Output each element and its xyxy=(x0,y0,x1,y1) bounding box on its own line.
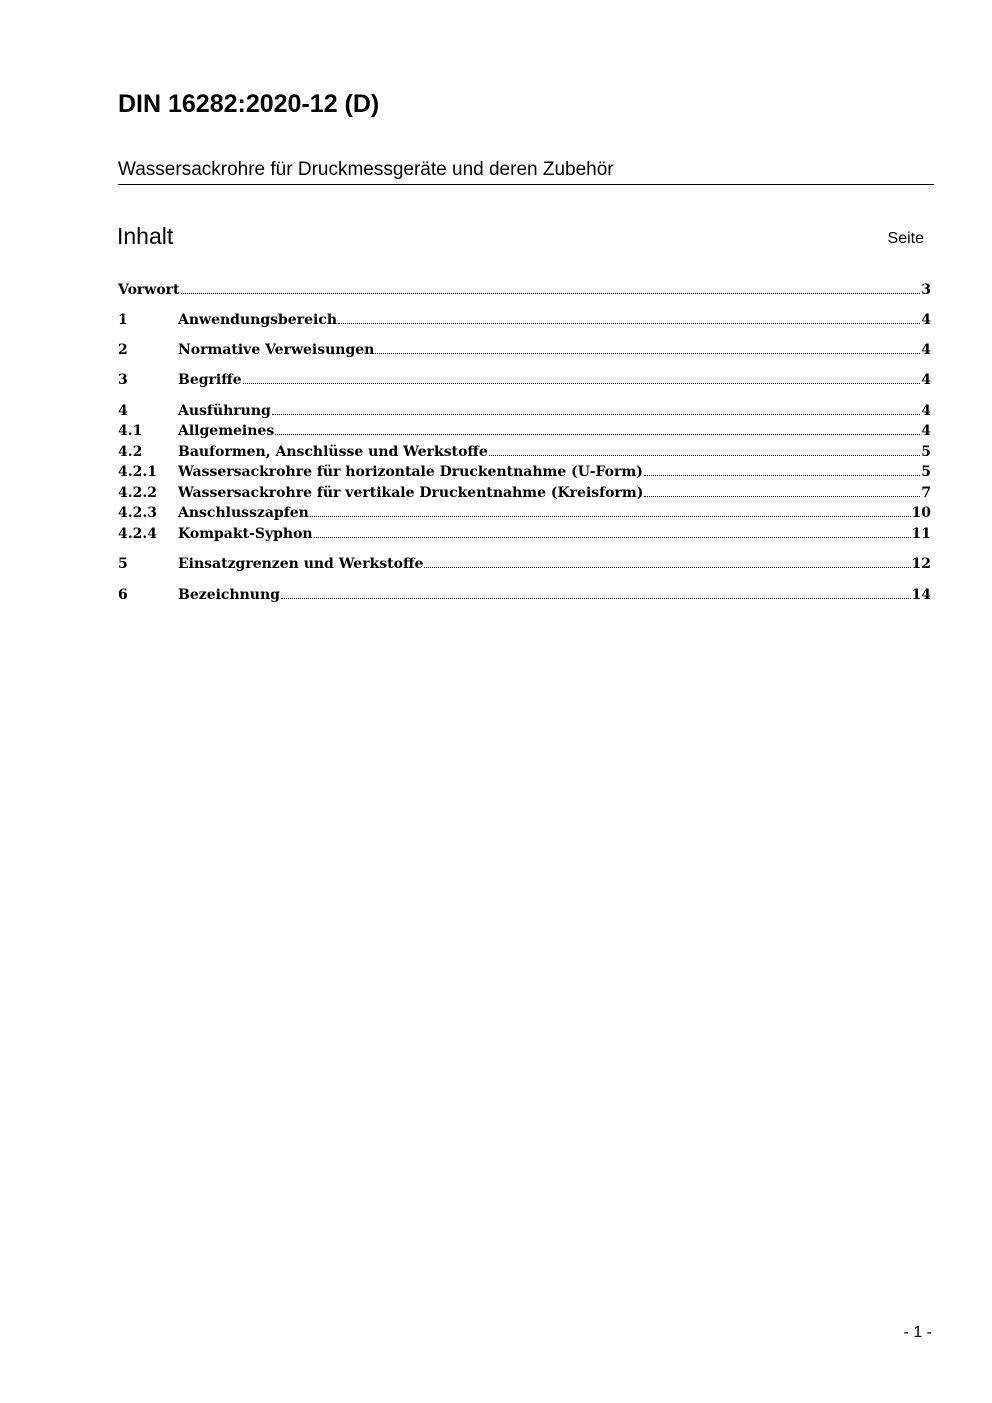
toc-entry-title: Anschlusszapfen xyxy=(178,505,309,521)
toc-entry-4-2-4[interactable] xyxy=(118,524,931,544)
document-title: DIN 16282:2020-12 (D) xyxy=(118,90,380,118)
toc-entry-page: 11 xyxy=(911,526,931,542)
toc-entry-number: 5 xyxy=(118,556,128,572)
toc-page-column-label: Seite xyxy=(887,230,924,247)
toc-entry-4-2-1[interactable] xyxy=(118,462,931,482)
page-number-footer: - 1 - xyxy=(903,1324,932,1341)
toc-entry-title: Wassersackrohre für horizontale Druckentnahme (U-Form) xyxy=(178,464,643,480)
toc-leader xyxy=(272,401,920,415)
toc-entry-3[interactable] xyxy=(118,370,931,390)
toc-entry-page: 5 xyxy=(921,444,931,460)
toc-entry-page: 4 xyxy=(921,423,931,439)
toc-entry-title: Wassersackrohre für vertikale Druckentnahme (Kreisform) xyxy=(178,485,644,501)
toc-leader xyxy=(243,370,921,384)
toc-leader xyxy=(424,554,910,568)
toc-entry-title: Normative Verweisungen xyxy=(178,342,375,358)
toc-entry-5[interactable] xyxy=(118,554,931,574)
toc-entry-number: 4.2.4 xyxy=(118,526,157,542)
toc-leader xyxy=(644,462,920,476)
toc-leader xyxy=(489,442,920,456)
toc-heading: Inhalt xyxy=(117,223,174,249)
toc-entry-title: Einsatzgrenzen und Werkstoffe xyxy=(178,556,424,572)
toc-entry-title: Anwendungsbereich xyxy=(178,312,337,328)
toc-leader xyxy=(281,585,911,599)
toc-entry-1[interactable] xyxy=(118,310,931,330)
toc-entry-page: 4 xyxy=(921,372,931,388)
toc-entry-2[interactable] xyxy=(118,340,931,360)
toc-entry-page: 4 xyxy=(921,312,931,328)
toc-leader xyxy=(275,421,920,435)
toc-leader xyxy=(644,483,920,497)
toc-entry-page: 3 xyxy=(921,282,931,298)
toc-entry-number: 4.1 xyxy=(118,423,143,439)
toc-entry-number: 3 xyxy=(118,372,128,388)
toc-entry-title: Kompakt-Syphon xyxy=(178,526,313,542)
toc-leader xyxy=(375,340,920,354)
toc-leader xyxy=(181,280,921,294)
toc-entry-4-2-2[interactable] xyxy=(118,483,931,503)
toc-entry-page: 12 xyxy=(911,556,931,572)
toc-entry-title: Begriffe xyxy=(178,372,242,388)
toc-entry-title: Vorwort xyxy=(118,282,180,298)
toc-entry-4-1[interactable] xyxy=(118,421,931,441)
toc-entry-title: Ausführung xyxy=(178,403,271,419)
toc-leader xyxy=(310,503,911,517)
toc-entry-number: 4.2.3 xyxy=(118,505,157,521)
toc-entry-page: 4 xyxy=(921,403,931,419)
toc-entry-number: 2 xyxy=(118,342,128,358)
toc-entry-page: 4 xyxy=(921,342,931,358)
toc-entry-title: Bauformen, Anschlüsse und Werkstoffe xyxy=(178,444,488,460)
toc-entry-number: 4.2.1 xyxy=(118,464,157,480)
document-subtitle: Wassersackrohre für Druckmessgeräte und deren Zubehör xyxy=(118,158,934,185)
toc-entry-4[interactable] xyxy=(118,401,931,421)
toc-leader xyxy=(314,524,911,538)
toc-entry-number: 1 xyxy=(118,312,128,328)
toc-entry-page: 5 xyxy=(921,464,931,480)
toc-entry-page: 14 xyxy=(911,587,931,603)
toc-leader xyxy=(338,310,920,324)
toc-entry-vorwort[interactable] xyxy=(118,280,931,300)
toc-entry-number: 4 xyxy=(118,403,128,419)
toc-entry-title: Allgemeines xyxy=(178,423,275,439)
toc-entry-page: 7 xyxy=(921,485,931,501)
toc-entry-title: Bezeichnung xyxy=(178,587,280,603)
toc-entry-page: 10 xyxy=(911,505,931,521)
toc-entry-4-2[interactable] xyxy=(118,442,931,462)
toc-entry-4-2-3[interactable] xyxy=(118,503,931,523)
toc-entry-number: 6 xyxy=(118,587,128,603)
toc-entry-number: 4.2.2 xyxy=(118,485,157,501)
toc-entry-number: 4.2 xyxy=(118,444,143,460)
toc-entry-6[interactable] xyxy=(118,585,931,605)
